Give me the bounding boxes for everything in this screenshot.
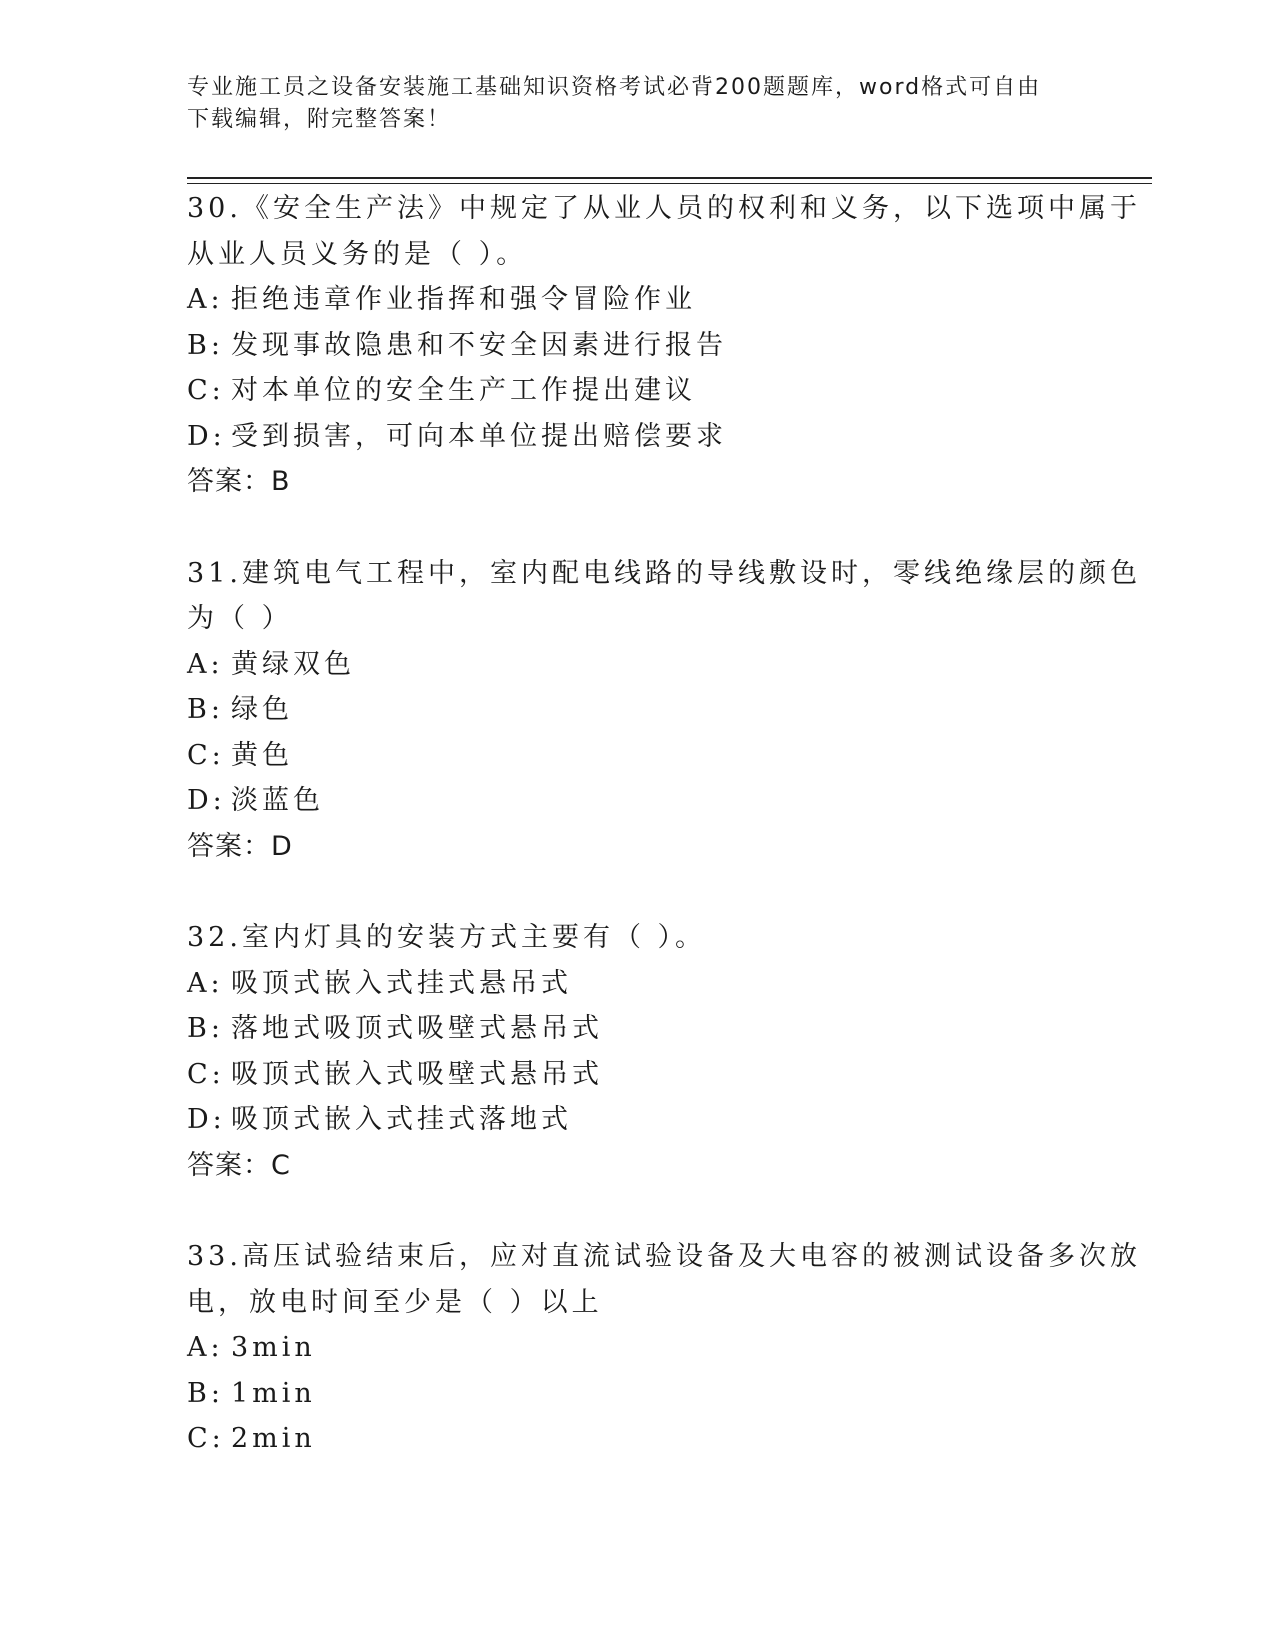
option-label: B: (187, 1377, 224, 1409)
answer-line: 答案：D (187, 830, 293, 862)
option-label: A: (187, 967, 224, 999)
option-b (187, 687, 1087, 733)
option-text: 拒绝违章作业指挥和强令冒险作业 (231, 284, 696, 315)
option-a (187, 642, 1087, 688)
question-stem-line: 为（ ） (187, 603, 293, 634)
option-text: 吸顶式嵌入式吸壁式悬吊式 (231, 1058, 603, 1090)
option-label: A: (187, 1332, 224, 1363)
option-c (187, 1416, 1087, 1462)
option-label: D: (187, 1104, 226, 1135)
option-text: 受到损害，可向本单位提出赔偿要求 (231, 420, 727, 452)
option-text: 1min (231, 1377, 316, 1409)
option-a (187, 1325, 1087, 1371)
question-stem (187, 915, 1087, 961)
question-stem (187, 186, 1141, 277)
option-label: A: (187, 284, 224, 315)
option-a (187, 277, 1087, 323)
option-text: 黄色 (231, 739, 293, 771)
header-divider-thick (187, 177, 1152, 179)
option-text: 发现事故隐患和不安全因素进行报告 (231, 329, 727, 361)
option-label: B: (187, 694, 224, 725)
option-c (187, 1052, 1087, 1098)
question-30 (187, 186, 1141, 505)
answer-line: 答案：C (187, 1149, 291, 1181)
question-stem (187, 1234, 1141, 1325)
question-stem-line: 30.《安全生产法》中规定了从业人员的权利和义务，以下选项中属于 (187, 193, 1141, 224)
option-text: 吸顶式嵌入式挂式落地式 (231, 1104, 572, 1135)
question-stem-line: 32.室内灯具的安装方式主要有（ ）。 (187, 922, 707, 953)
question-stem-line: 31.建筑电气工程中，室内配电线路的导线敷设时，零线绝缘层的颜色 (187, 557, 1141, 589)
option-label: C: (187, 1423, 225, 1454)
header-line-2: 下载编辑，附完整答案！ (187, 107, 452, 132)
question-31 (187, 551, 1141, 870)
option-d (187, 414, 1087, 460)
question-stem-line: 33.高压试验结束后，应对直流试验设备及大电容的被测试设备多次放 (187, 1241, 1141, 1272)
answer-line: 答案：B (187, 466, 291, 497)
document-header (187, 72, 1067, 136)
option-b (187, 1006, 1087, 1052)
option-label: C: (187, 739, 225, 771)
option-a (187, 961, 1087, 1007)
option-c (187, 368, 1087, 414)
question-list (187, 186, 1141, 1462)
option-text: 落地式吸顶式吸壁式悬吊式 (231, 1013, 603, 1044)
question-33 (187, 1234, 1141, 1462)
header-divider-thin (187, 183, 1152, 184)
option-text: 2min (231, 1423, 316, 1454)
question-stem (187, 551, 1141, 642)
option-text: 对本单位的安全生产工作提出建议 (231, 375, 696, 406)
option-label: B: (187, 329, 224, 361)
question-stem-line: 从业人员义务的是（ ）。 (187, 238, 528, 270)
option-label: D: (187, 420, 226, 452)
question-32 (187, 915, 1087, 1188)
option-b (187, 1371, 1087, 1417)
option-text: 吸顶式嵌入式挂式悬吊式 (231, 967, 572, 999)
option-d (187, 1097, 1087, 1143)
option-d (187, 778, 1087, 824)
option-c (187, 733, 1087, 779)
option-text: 黄绿双色 (231, 648, 355, 680)
question-stem-line: 电，放电时间至少是（ ）以上 (187, 1286, 603, 1318)
option-label: C: (187, 375, 225, 406)
option-label: A: (187, 648, 224, 680)
option-text: 3min (231, 1332, 316, 1363)
option-text: 淡蓝色 (231, 785, 324, 816)
option-label: C: (187, 1058, 225, 1090)
header-line-1: 专业施工员之设备安装施工基础知识资格考试必背200题题库，word格式可自由 (187, 75, 1042, 100)
option-label: D: (187, 785, 226, 816)
option-text: 绿色 (231, 694, 293, 725)
option-label: B: (187, 1013, 224, 1044)
option-b (187, 323, 1087, 369)
